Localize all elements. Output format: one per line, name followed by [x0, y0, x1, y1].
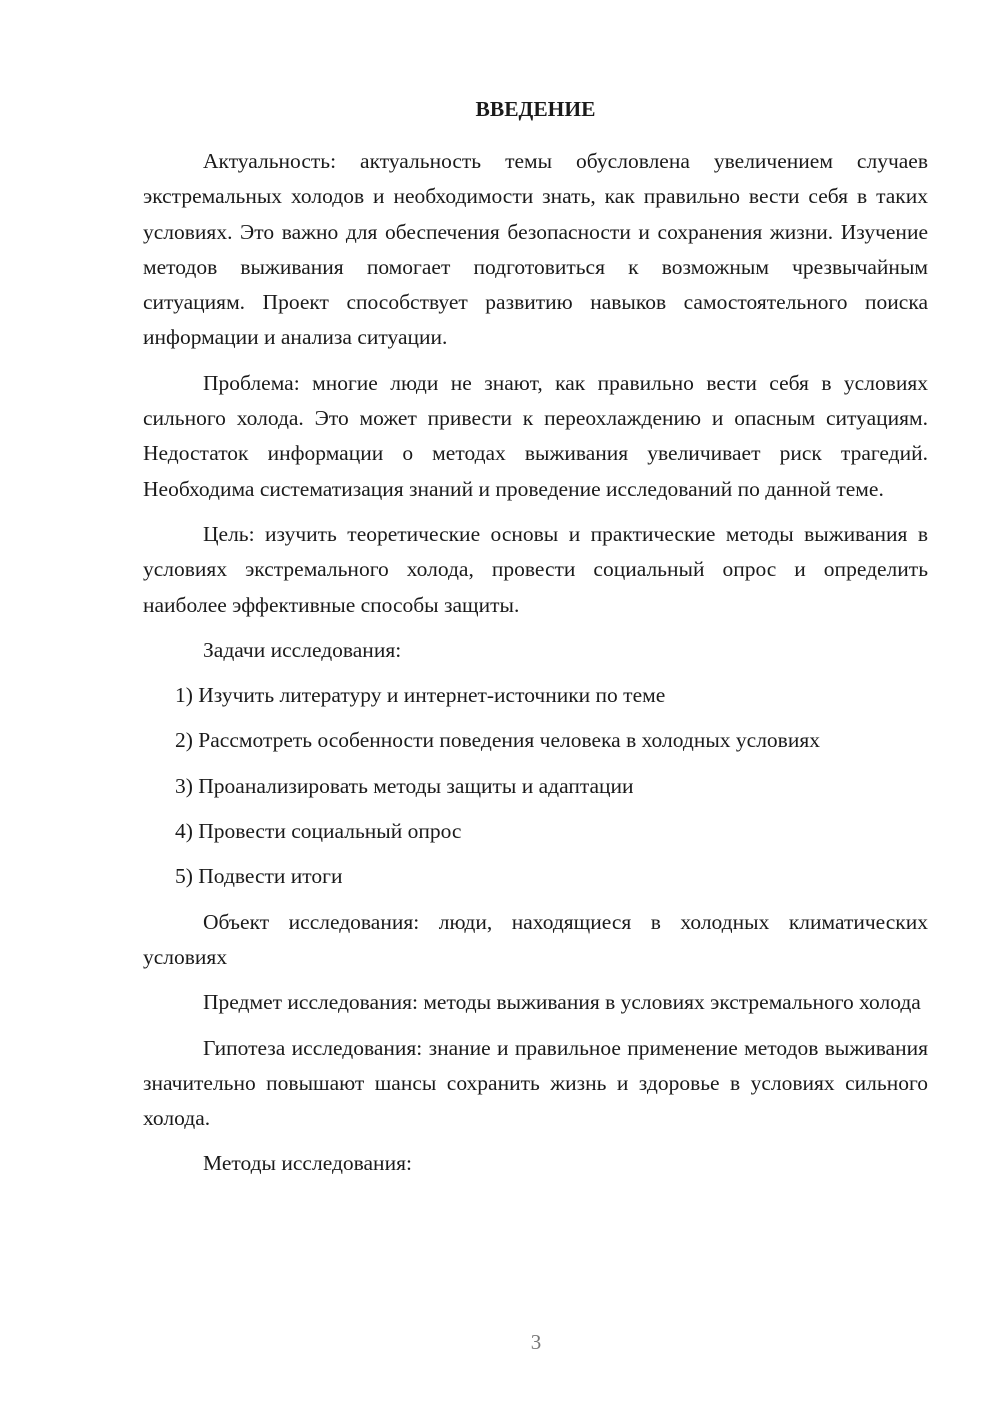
- methods-paragraph: Методы исследования:: [203, 1151, 412, 1176]
- page-title: ВВЕДЕНИЕ: [475, 97, 596, 121]
- hypothesis-paragraph: Гипотеза исследования: знание и правильное применение методов выживания значительно повышают шансы сохранить жизнь и здоровье в условиях сильного холода.: [143, 1035, 928, 1131]
- tasks-title: Задачи исследования:: [203, 637, 402, 662]
- task-item: 2) Рассмотреть особенности поведения человека в холодных условиях: [175, 728, 820, 753]
- document-page: [143, 92, 928, 1192]
- goal-paragraph: Цель: изучить теоретические основы и практические методы выживания в условиях экстремального холода, провести социальный опрос и определить наиболее эффективные способы защиты.: [143, 521, 928, 617]
- object-paragraph: Объект исследования: люди, находящиеся в холодных климатических условиях: [143, 909, 928, 969]
- subject-paragraph: Предмет исследования: методы выживания в условиях экстремального холода: [203, 990, 921, 1015]
- relevance-paragraph: Актуальность: актуальность темы обусловлена увеличением случаев экстремальных холодов и необходимости знать, как правильно вести себя в таких условиях. Это важно для обеспечения безопасности и сохранения жизни. Изучение методов выживания помогает подготовиться к возможным чрезвычайным ситуациям. Проект способствует развитию навыков самостоятельного поиска информации и анализа ситуации.: [143, 149, 928, 350]
- problem-paragraph: Проблема: многие люди не знают, как правильно вести себя в условиях сильного холода. Это может привести к переохлаждению и опасным ситуациям. Недостаток информации о методах выживания увеличивает риск трагедий. Необходима систематизация знаний и проведение исследований по данной теме.: [143, 370, 928, 501]
- page-number: 3: [530, 1330, 542, 1354]
- task-item: 1) Изучить литературу и интернет-источники по теме: [175, 683, 666, 708]
- task-item: 4) Провести социальный опрос: [175, 819, 462, 844]
- task-item: 3) Проанализировать методы защиты и адаптации: [175, 773, 634, 798]
- task-item: 5) Подвести итоги: [175, 864, 343, 889]
